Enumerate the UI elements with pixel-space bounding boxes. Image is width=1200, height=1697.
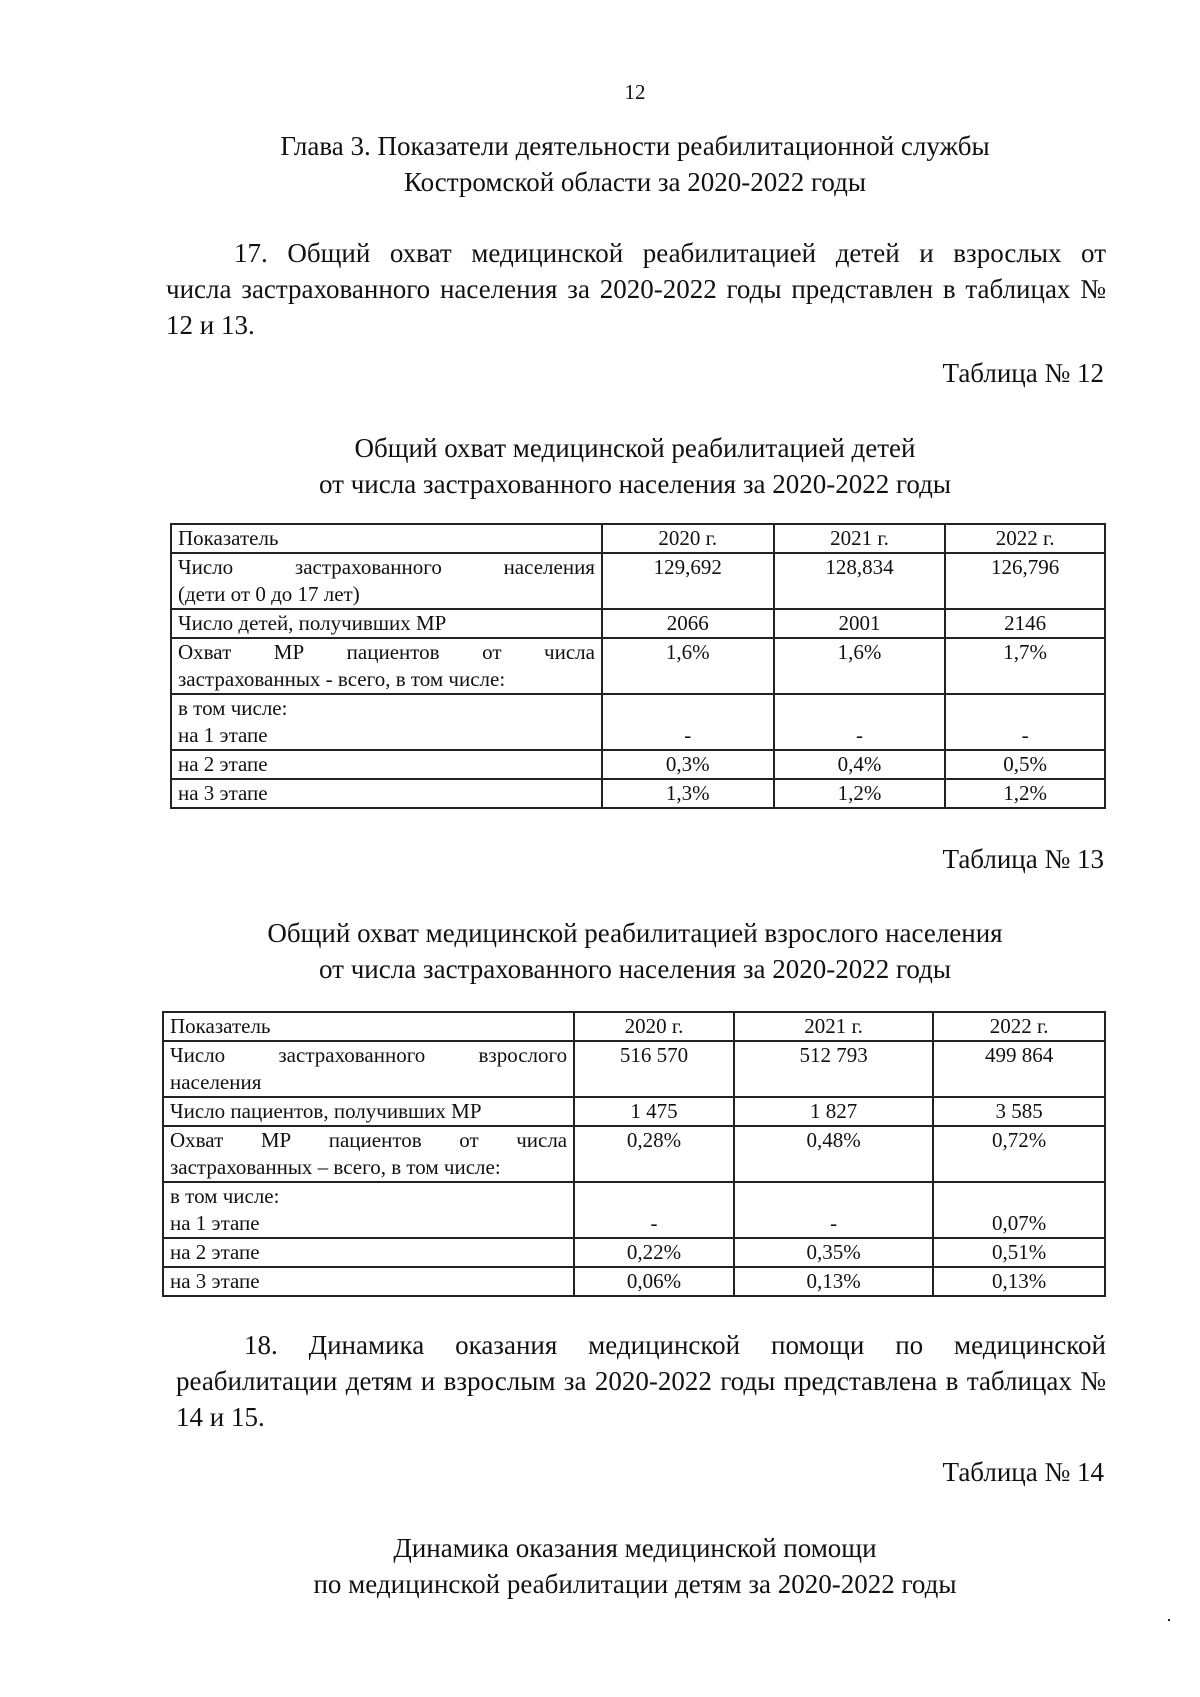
scan-speck: ․ bbox=[1166, 1605, 1173, 1625]
indicator-line: Число застрахованного взрослого bbox=[170, 1043, 568, 1067]
value-cell: 3 585 bbox=[933, 1097, 1105, 1126]
indicator-cell: на 2 этапе bbox=[171, 750, 602, 779]
value-cell: - bbox=[774, 694, 946, 750]
paragraph-18 bbox=[176, 1327, 1106, 1435]
value-cell: 2146 bbox=[945, 609, 1105, 638]
indicator-cell bbox=[171, 638, 602, 694]
table-12-caption-line2: от числа застрахованного населения за 2020-2022 годы bbox=[319, 469, 951, 499]
table-row bbox=[163, 1097, 1105, 1126]
page-number: 12 bbox=[624, 80, 646, 104]
header-cell: 2020 г. bbox=[602, 524, 774, 553]
indicator-cell bbox=[171, 553, 602, 609]
value-cell: 0,5% bbox=[945, 750, 1105, 779]
table-row bbox=[171, 750, 1105, 779]
table-row bbox=[163, 1041, 1105, 1097]
table-14-label: Таблица № 14 bbox=[942, 1457, 1104, 1487]
table-row bbox=[171, 779, 1105, 808]
table-row bbox=[163, 1238, 1105, 1267]
indicator-line: Число застрахованного населения bbox=[178, 555, 595, 579]
value-cell: 0,3% bbox=[602, 750, 774, 779]
header-cell: Показатель bbox=[171, 524, 602, 553]
indicator-cell: на 2 этапе bbox=[163, 1238, 574, 1267]
value-cell: - bbox=[574, 1182, 734, 1238]
value-cell: - bbox=[602, 694, 774, 750]
indicator-cell: Число детей, получивших МР bbox=[171, 609, 602, 638]
value-cell: 129,692 bbox=[602, 553, 774, 609]
value-cell: 1 827 bbox=[734, 1097, 934, 1126]
value-cell: 0,48% bbox=[734, 1126, 934, 1182]
value-cell: 1,2% bbox=[774, 779, 946, 808]
table-row bbox=[163, 1267, 1105, 1296]
value-cell: - bbox=[734, 1182, 934, 1238]
table-13 bbox=[162, 1011, 1106, 1297]
table-13-caption bbox=[170, 915, 1100, 987]
value-cell: - bbox=[945, 694, 1105, 750]
chapter-heading-line1: Глава 3. Показатели деятельности реабилитационной службы bbox=[280, 131, 990, 161]
value-cell: 1,3% bbox=[602, 779, 774, 808]
table-12 bbox=[170, 523, 1106, 809]
value-cell: 126,796 bbox=[945, 553, 1105, 609]
indicator-line: на 1 этапе bbox=[178, 723, 268, 747]
table-13-label: Таблица № 13 bbox=[942, 844, 1104, 874]
indicator-line: застрахованных - всего, в том числе: bbox=[178, 667, 506, 691]
table-row bbox=[171, 553, 1105, 609]
table-13-caption-line1: Общий охват медицинской реабилитацией взрослого населения bbox=[267, 918, 1003, 948]
paragraph-18-rest: реабилитации детям и взрослым за 2020-2022 годы представлена в таблицах № 14 и 15. bbox=[176, 1366, 1106, 1432]
value-cell: 1 475 bbox=[574, 1097, 734, 1126]
indicator-line: в том числе: bbox=[170, 1184, 280, 1208]
indicator-cell: на 3 этапе bbox=[171, 779, 602, 808]
value-cell: 1,2% bbox=[945, 779, 1105, 808]
chapter-heading bbox=[60, 128, 1200, 200]
table-13-caption-line2: от числа застрахованного населения за 2020-2022 годы bbox=[319, 954, 951, 984]
value-cell: 0,13% bbox=[933, 1267, 1105, 1296]
value-cell: 512 793 bbox=[734, 1041, 934, 1097]
header-cell: Показатель bbox=[163, 1012, 574, 1041]
indicator-cell bbox=[163, 1126, 574, 1182]
indicator-line: на 1 этапе bbox=[170, 1211, 260, 1235]
paragraph-18-first-line: 18. Динамика оказания медицинской помощи по медицинской bbox=[244, 1330, 1106, 1360]
table-row bbox=[171, 694, 1105, 750]
value-cell: 2001 bbox=[774, 609, 946, 638]
indicator-line: Охват МР пациентов от числа bbox=[178, 640, 595, 664]
value-cell: 0,72% bbox=[933, 1126, 1105, 1182]
value-cell: 0,28% bbox=[574, 1126, 734, 1182]
value-cell: 1,6% bbox=[774, 638, 946, 694]
table-12-label: Таблица № 12 bbox=[942, 358, 1104, 388]
value-cell: 128,834 bbox=[774, 553, 946, 609]
value-cell: 1,6% bbox=[602, 638, 774, 694]
indicator-line: застрахованных – всего, в том числе: bbox=[170, 1155, 501, 1179]
table-12-caption-line1: Общий охват медицинской реабилитацией детей bbox=[354, 433, 916, 463]
table-14-caption bbox=[170, 1530, 1100, 1602]
table-14-caption-line1: Динамика оказания медицинской помощи bbox=[393, 1533, 877, 1563]
header-cell: 2022 г. bbox=[933, 1012, 1105, 1041]
header-cell: 2021 г. bbox=[774, 524, 946, 553]
value-cell: 0,4% bbox=[774, 750, 946, 779]
indicator-cell bbox=[163, 1182, 574, 1238]
header-cell: 2021 г. bbox=[734, 1012, 934, 1041]
indicator-cell: на 3 этапе bbox=[163, 1267, 574, 1296]
value-cell: 2066 bbox=[602, 609, 774, 638]
table-row bbox=[171, 638, 1105, 694]
paragraph-17-rest: числа застрахованного населения за 2020-2022 годы представлен в таблицах № 12 и 13. bbox=[166, 274, 1106, 340]
indicator-line: в том числе: bbox=[178, 696, 288, 720]
header-cell: 2020 г. bbox=[574, 1012, 734, 1041]
table-header-row bbox=[171, 524, 1105, 553]
value-cell: 0,07% bbox=[933, 1182, 1105, 1238]
indicator-line: населения bbox=[170, 1070, 262, 1094]
indicator-cell bbox=[163, 1041, 574, 1097]
table-row bbox=[171, 609, 1105, 638]
indicator-line: (дети от 0 до 17 лет) bbox=[178, 582, 360, 606]
indicator-cell: Число пациентов, получивших МР bbox=[163, 1097, 574, 1126]
indicator-line: Охват МР пациентов от числа bbox=[170, 1128, 568, 1152]
value-cell: 0,06% bbox=[574, 1267, 734, 1296]
value-cell: 0,51% bbox=[933, 1238, 1105, 1267]
indicator-cell bbox=[171, 694, 602, 750]
table-12-caption bbox=[170, 430, 1100, 502]
table-row bbox=[163, 1182, 1105, 1238]
value-cell: 499 864 bbox=[933, 1041, 1105, 1097]
table-row bbox=[163, 1126, 1105, 1182]
value-cell: 0,13% bbox=[734, 1267, 934, 1296]
value-cell: 0,35% bbox=[734, 1238, 934, 1267]
value-cell: 1,7% bbox=[945, 638, 1105, 694]
value-cell: 516 570 bbox=[574, 1041, 734, 1097]
value-cell: 0,22% bbox=[574, 1238, 734, 1267]
paragraph-17-first-line: 17. Общий охват медицинской реабилитацией детей и взрослых от bbox=[234, 238, 1106, 268]
table-14-caption-line2: по медицинской реабилитации детям за 2020-2022 годы bbox=[313, 1569, 957, 1599]
table-header-row bbox=[163, 1012, 1105, 1041]
paragraph-17 bbox=[166, 235, 1106, 343]
header-cell: 2022 г. bbox=[945, 524, 1105, 553]
chapter-heading-line2: Костромской области за 2020-2022 годы bbox=[403, 167, 867, 197]
